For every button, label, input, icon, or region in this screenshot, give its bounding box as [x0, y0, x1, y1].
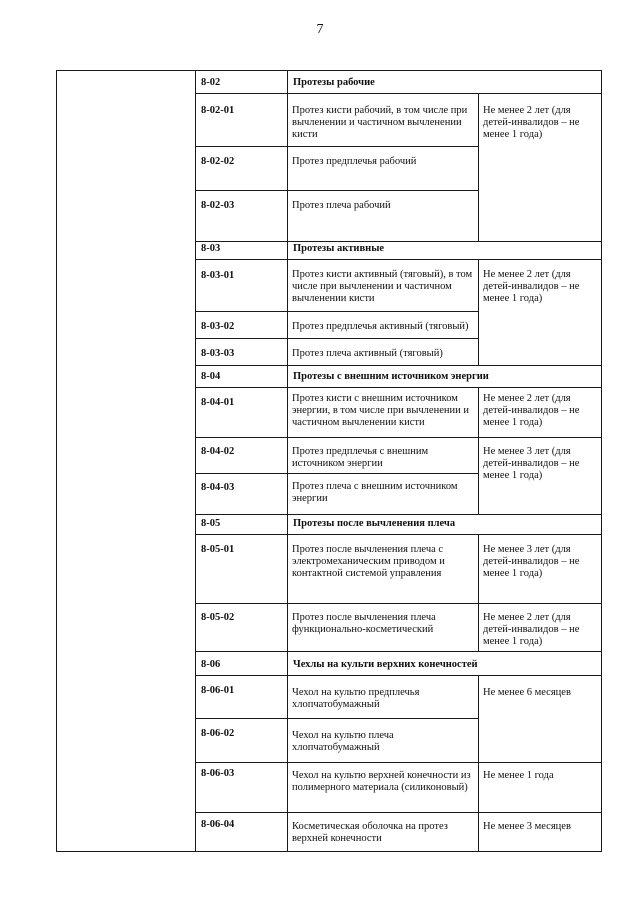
row-period: Не менее 2 лет (для детей-инвалидов – не менее 1 года) — [483, 105, 580, 140]
row-name: Протез кисти рабочий, в том числе при вычленении и частичном вычленении кисти — [292, 105, 468, 140]
section-title: Чехлы на культи верхних конечностей — [293, 659, 478, 670]
row-divider — [195, 603, 602, 604]
table-border-col3 — [478, 534, 479, 651]
row-code: 8-02-01 — [201, 105, 235, 116]
row-period: Не менее 3 лет (для детей-инвалидов – не менее 1 года) — [483, 446, 580, 481]
row-code: 8-06 — [201, 659, 221, 670]
row-name: Чехол на культю плеча хлопчатобумажный — [292, 730, 394, 753]
row-divider — [195, 473, 479, 474]
row-code: 8-04-01 — [201, 397, 235, 408]
row-name: Косметическая оболочка на протез верхней конечности — [292, 821, 448, 844]
row-period: Не менее 3 месяцев — [483, 821, 571, 832]
row-name: Протез после вычленения плеча функционально-косметический — [292, 612, 436, 635]
row-code: 8-03-03 — [201, 348, 235, 359]
row-code: 8-04-02 — [201, 446, 235, 457]
row-code: 8-06-02 — [201, 728, 235, 739]
row-code: 8-02-03 — [201, 200, 235, 211]
table-border-bottom — [56, 851, 602, 852]
row-divider — [195, 514, 602, 515]
row-name: Протез кисти активный (тяговый), в том числе при вычленении и частичном вычленении кисти — [292, 269, 473, 304]
row-code: 8-04-03 — [201, 482, 235, 493]
table-border-col3 — [478, 387, 479, 514]
row-period: Не менее 1 года — [483, 770, 554, 781]
row-name: Протез кисти с внешним источником энергии, в том числе при вычленении и частичном вычленении кисти — [292, 393, 469, 428]
row-code: 8-05-01 — [201, 544, 235, 555]
row-name: Протез плеча активный (тяговый) — [292, 348, 443, 359]
row-name: Протез предплечья активный (тяговый) — [292, 321, 469, 332]
row-divider — [195, 437, 602, 438]
table-border-right — [601, 70, 602, 852]
table-border-top — [56, 70, 602, 71]
section-title: Протезы активные — [293, 243, 385, 254]
row-period: Не менее 2 лет (для детей-инвалидов – не менее 1 года) — [483, 269, 580, 304]
section-title: Протезы с внешним источником энергии — [293, 371, 489, 382]
row-code: 8-05 — [201, 518, 221, 529]
row-name: Чехол на культю верхней конечности из полимерного материала (силиконовый) — [292, 770, 471, 793]
row-divider — [195, 259, 602, 260]
row-period: Не менее 2 лет (для детей-инвалидов – не менее 1 года) — [483, 393, 580, 428]
row-code: 8-02-02 — [201, 156, 235, 167]
row-name: Протез плеча рабочий — [292, 200, 391, 211]
row-period: Не менее 2 лет (для детей-инвалидов – не менее 1 года) — [483, 612, 580, 647]
row-divider — [195, 93, 602, 94]
row-name: Протез предплечья рабочий — [292, 156, 417, 167]
prosthesis-table — [56, 70, 602, 852]
row-divider — [195, 534, 602, 535]
row-divider — [195, 762, 602, 763]
row-divider — [195, 651, 602, 652]
row-divider — [195, 241, 602, 242]
row-divider — [195, 718, 479, 719]
row-divider — [195, 675, 602, 676]
row-divider — [195, 338, 479, 339]
row-code: 8-02 — [201, 77, 221, 88]
table-border-left — [56, 70, 57, 852]
row-divider — [195, 311, 479, 312]
page-number: 7 — [316, 22, 324, 37]
row-code: 8-03-01 — [201, 270, 235, 281]
section-title: Протезы после вычленения плеча — [293, 518, 456, 529]
table-border-col3 — [478, 675, 479, 852]
row-code: 8-06-03 — [201, 768, 235, 779]
row-name: Протез после вычленения плеча с электромеханическим приводом и контактной системой управления — [292, 544, 445, 579]
row-code: 8-05-02 — [201, 612, 235, 623]
row-divider — [195, 812, 602, 813]
row-code: 8-04 — [201, 371, 221, 382]
row-name: Протез плеча с внешним источником энергии — [292, 481, 458, 504]
row-code: 8-03-02 — [201, 321, 235, 332]
table-border-col3 — [478, 93, 479, 241]
table-border-col1 — [195, 70, 196, 852]
section-title: Протезы рабочие — [293, 77, 375, 88]
row-period: Не менее 6 месяцев — [483, 687, 571, 698]
row-period: Не менее 3 лет (для детей-инвалидов – не менее 1 года) — [483, 544, 580, 579]
row-name: Протез предплечья с внешним источником энергии — [292, 446, 429, 469]
row-code: 8-06-01 — [201, 685, 235, 696]
table-border-col3 — [478, 259, 479, 365]
table-border-col2 — [287, 70, 288, 852]
row-divider — [195, 146, 479, 147]
row-divider — [195, 387, 602, 388]
row-code: 8-03 — [201, 243, 221, 254]
row-divider — [195, 190, 479, 191]
row-divider — [195, 365, 602, 366]
row-code: 8-06-04 — [201, 819, 235, 830]
row-name: Чехол на культю предплечья хлопчатобумажный — [292, 687, 420, 710]
